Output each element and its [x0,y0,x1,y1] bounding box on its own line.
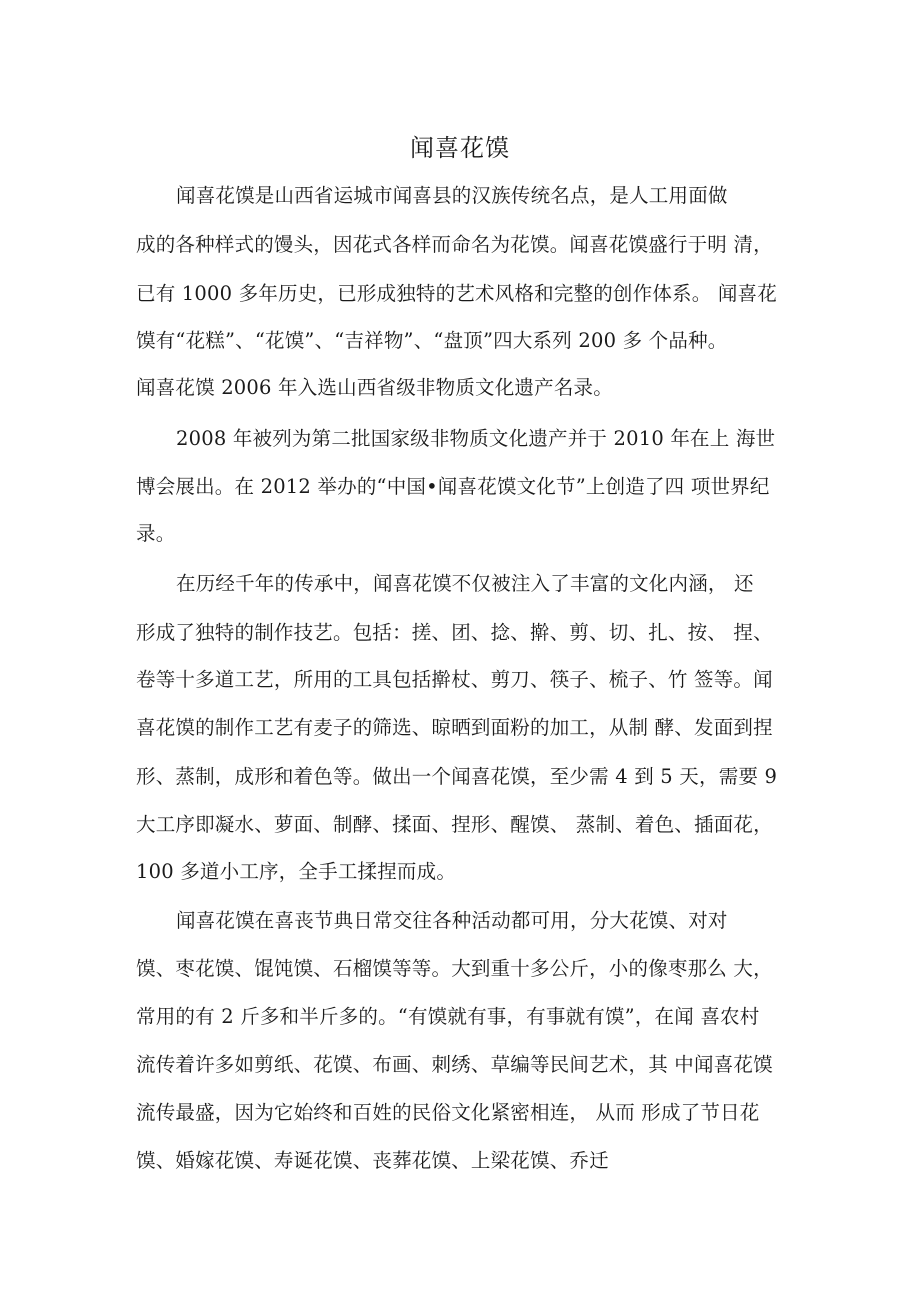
paragraph-line: 2008 年被列为第二批国家级非物质文化遗产并于 2010 年在上 海世 [176,427,776,450]
paragraph-line: 常用的有 2 斤多和半斤多的。“有馍就有事，有事就有馍”，在闻 喜农村 [136,1005,760,1028]
paragraph-line: 形成了独特的制作技艺。包括：搓、团、捻、擀、剪、切、扎、按、 捏、 [136,621,773,644]
paragraph-line: 流传最盛，因为它始终和百姓的民俗文化紧密相连， 从而 形成了节日花 [136,1101,760,1124]
paragraph-line: 博会展出。在 2012 举办的“中国•闻喜花馍文化节”上创造了四 项世界纪 [136,475,770,498]
paragraph-line: 大工序即凝水、萝面、制酵、揉面、捏形、醒馍、 蒸制、着色、插面花， [136,813,773,836]
paragraph-line: 馍、婚嫁花馍、寿诞花馍、丧葬花馍、上梁花馍、乔迁 [136,1149,609,1172]
paragraph-line: 卷等十多道工艺，所用的工具包括擀杖、剪刀、筷子、梳子、竹 签等。闻 [136,668,773,691]
paragraph-line: 闻喜花馍 2006 年入选山西省级非物质文化遗产名录。 [136,376,613,399]
paragraph-line: 馍、枣花馍、馄饨馍、石榴馍等等。大到重十多公斤，小的像枣那么 大， [136,957,773,980]
paragraph-line: 成的各种样式的馒头，因花式各样而命名为花馍。闻喜花馍盛行于明 清， [136,233,773,256]
paragraph-line: 馍有“花糕”、“花馍”、“吉祥物”、“盘顶”四大系列 200 多 个品种。 [136,329,728,352]
paragraph-line: 已有 1000 多年历史，已形成独特的艺术风格和完整的创作体系。 闻喜花 [136,282,777,305]
paragraph-line: 流传着许多如剪纸、花馍、布画、刺绣、草编等民间艺术，其 中闻喜花馍 [136,1053,773,1076]
paragraph-line: 喜花馍的制作工艺有麦子的筛选、晾晒到面粉的加工，从制 酵、发面到捏 [136,716,773,739]
paragraph-line: 闻喜花馍是山西省运城市闻喜县的汉族传统名点，是人工用面做 [176,184,728,207]
paragraph-line: 100 多道小工序，全手工揉捏而成。 [136,860,457,883]
paragraph-line: 闻喜花馍在喜丧节典日常交往各种活动都可用，分大花馍、对对 [176,909,728,932]
paragraph-line: 录。 [136,522,176,545]
paragraph-line: 在历经千年的传承中，闻喜花馍不仅被注入了丰富的文化内涵， 还 [176,572,754,595]
paragraph-line: 形、蒸制，成形和着色等。做出一个闻喜花馍，至少需 4 到 5 天，需要 9 [136,765,778,788]
page-title: 闻喜花馍 [410,134,510,162]
